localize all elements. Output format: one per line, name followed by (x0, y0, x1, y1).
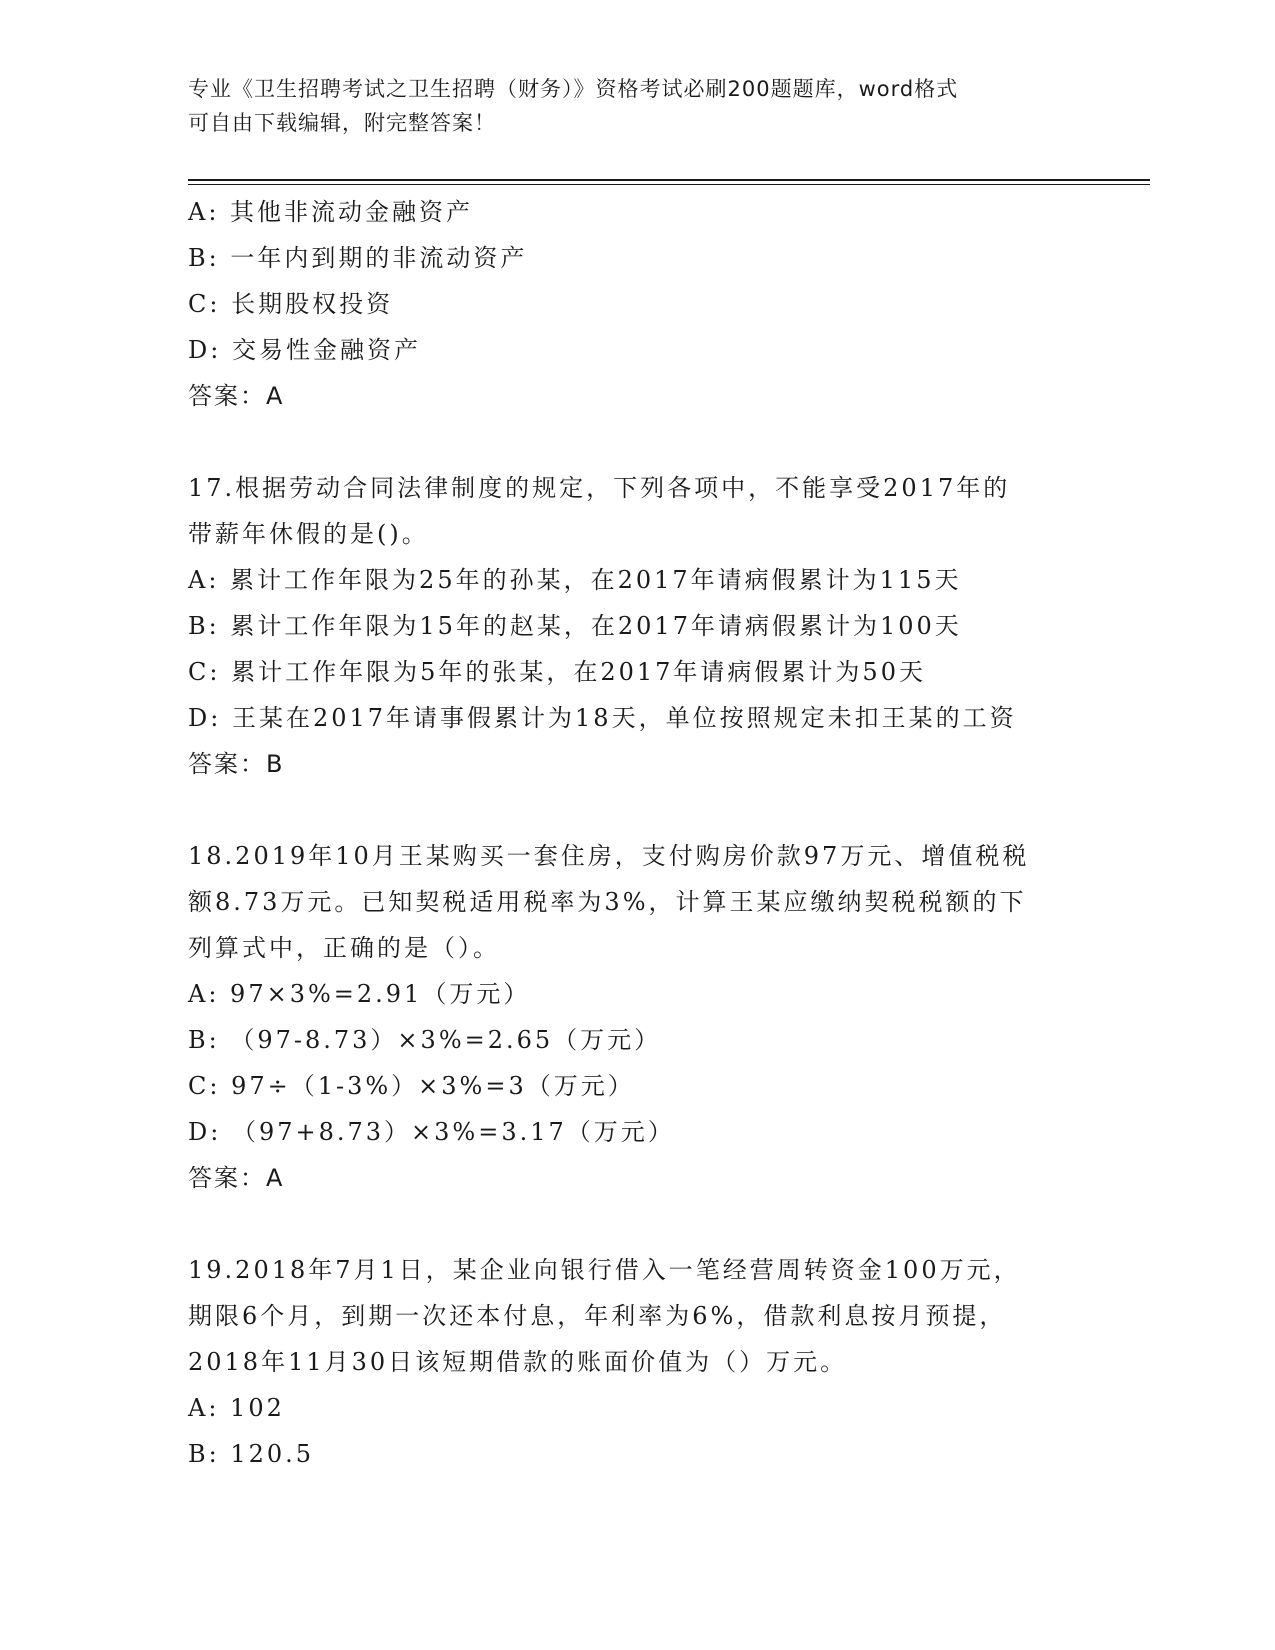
spacer (188, 787, 1088, 833)
option-b: B: 累计工作年限为15年的赵某，在2017年请病假累计为100天 (188, 612, 962, 640)
option-c: C: 长期股权投资 (188, 290, 394, 318)
question-stem-line: 19.2018年7月1日，某企业向银行借入一笔经营周转资金100万元， (188, 1256, 1021, 1284)
question-stem-line: 期限6个月，到期一次还本付息，年利率为6%，借款利息按月预提， (188, 1302, 1007, 1330)
document-header (188, 72, 1088, 140)
question-18-block (188, 833, 1088, 1201)
question-stem-line: 带薪年休假的是()。 (188, 520, 429, 548)
option-c: C: 累计工作年限为5年的张某，在2017年请病假累计为50天 (188, 658, 926, 686)
header-line-1: 专业《卫生招聘考试之卫生招聘（财务）》资格考试必刷200题题库，word格式 (188, 77, 959, 101)
option-d: D: （97+8.73）×3%=3.17（万元） (188, 1118, 675, 1146)
question-stem-line: 17.根据劳动合同法律制度的规定，下列各项中，不能享受2017年的 (188, 474, 1011, 502)
option-d: D: 交易性金融资产 (188, 336, 421, 364)
spacer (188, 419, 1088, 465)
option-b: B: 120.5 (188, 1440, 315, 1468)
question-stem-line: 18.2019年10月王某购买一套住房，支付购房价款97万元、增值税税 (188, 842, 1030, 870)
question-stem-line: 列算式中，正确的是（）。 (188, 934, 500, 962)
option-b: B: （97-8.73）×3%=2.65（万元） (188, 1026, 662, 1054)
answer-line: 答案：B (188, 750, 285, 778)
header-divider-thin (188, 184, 1150, 185)
answer-line: 答案：A (188, 1164, 285, 1192)
option-a: A: 累计工作年限为25年的孙某，在2017年请病假累计为115天 (188, 566, 962, 594)
option-a: A: 102 (188, 1394, 285, 1422)
question-16-block (188, 189, 1088, 419)
document-body (188, 189, 1088, 1477)
option-a: A: 其他非流动金融资产 (188, 198, 474, 226)
question-17-block (188, 465, 1088, 787)
question-19-block (188, 1247, 1088, 1477)
option-b: B: 一年内到期的非流动资产 (188, 244, 528, 272)
header-divider-thick (188, 179, 1150, 181)
question-stem-line: 2018年11月30日该短期借款的账面价值为（）万元。 (188, 1348, 848, 1376)
answer-line: 答案：A (188, 382, 285, 410)
option-c: C: 97÷（1-3%）×3%=3（万元） (188, 1072, 635, 1100)
question-stem-line: 额8.73万元。已知契税适用税率为3%，计算王某应缴纳契税税额的下 (188, 888, 1027, 916)
option-a: A: 97×3%=2.91（万元） (188, 980, 531, 1008)
option-d: D: 王某在2017年请事假累计为18天，单位按照规定未扣王某的工资 (188, 704, 1017, 732)
spacer (188, 1201, 1088, 1247)
header-line-2: 可自由下载编辑，附完整答案！ (188, 111, 496, 135)
